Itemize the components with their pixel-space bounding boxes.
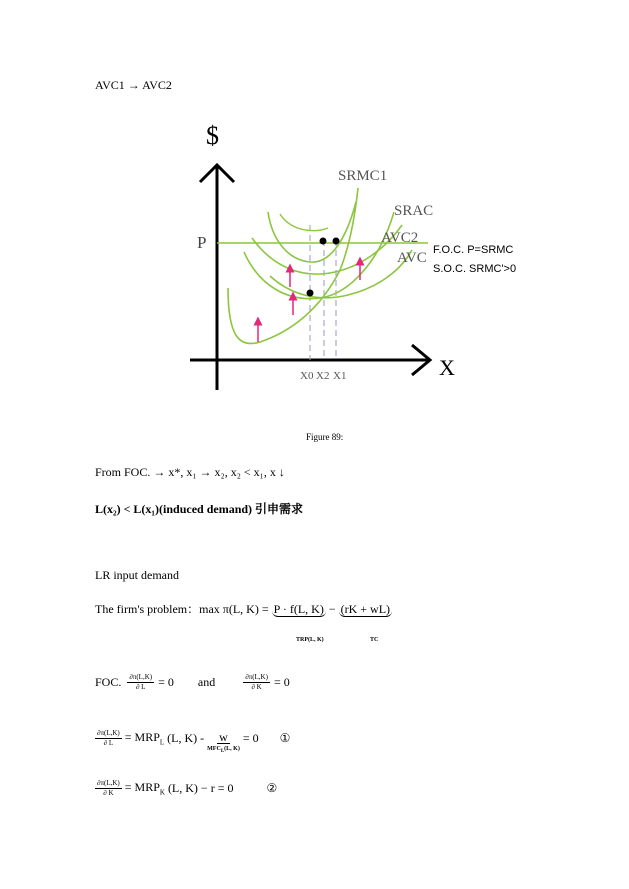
foc-derivation: From FOC. → x*, x₁ → x₂, x₂ < x₁, x ↓ (95, 465, 285, 479)
firm-problem (95, 600, 392, 617)
x-axis-label: X (439, 355, 455, 380)
eq1-args: (L, K) - (167, 731, 205, 746)
label-srmc1: SRMC1 (338, 168, 388, 184)
dpi-dl-fraction: $\frac{\partial\pi(L,K)}{\partial L}$ (129, 673, 153, 691)
equation-labor (95, 727, 291, 755)
avc2-curve (252, 225, 402, 274)
eq1-marker: ① (279, 731, 291, 746)
tick-x0: X0 (300, 370, 314, 382)
eq2-fraction: $\frac{\partial\pi(L,K)}{\partial K}$ (97, 779, 120, 797)
eq1-rest: = 0 (242, 731, 259, 746)
label-avc2: AVC2 (381, 230, 419, 246)
point-x1 (333, 238, 340, 245)
foc-and: and (197, 675, 216, 689)
revenue-term: P · f(L, K) (273, 602, 324, 616)
figure-caption: Figure 89: (306, 432, 344, 442)
revenue-underbrace-label: TRP(L, K) (296, 637, 324, 643)
cost-underbrace-label: TC (370, 637, 379, 643)
dpi-dk-fraction: $\frac{\partial\pi(L,K)}{\partial K}$ (245, 673, 268, 691)
label-avc: AVC (397, 250, 427, 266)
induced-demand-heading: L(x₂) < L(x₁)(induced demand) 引申需求 (95, 502, 304, 516)
price-label: P (197, 233, 207, 252)
foc-eq1: = 0 (158, 675, 174, 689)
avc-shift-text: AVC1 → AVC2 (95, 78, 172, 92)
foc-eq2: = 0 (273, 675, 290, 689)
y-axis-label: $ (206, 121, 219, 150)
label-srac: SRAC (394, 203, 434, 219)
eq1-mrp: = $MRP_L$ (124, 730, 165, 747)
foc-conditions (95, 674, 290, 691)
srmc-lower-curve (228, 188, 358, 344)
tick-x2: X2 (316, 370, 330, 382)
eq2-args: (L, K) − r = 0 (167, 781, 234, 795)
top-curve (280, 214, 328, 231)
firm-problem-prefix: The firm's problem：max π(L, K) = (95, 602, 269, 616)
eq1-fraction: $\frac{\partial\pi(L,K)}{\partial L}$ (97, 729, 120, 748)
foc-note: F.O.C. P=SRMC (433, 244, 514, 256)
minus-sign: − (328, 602, 336, 616)
eq2-mrp: = $MRP_K$ (124, 780, 165, 797)
lr-input-demand-heading: LR input demand (95, 568, 179, 582)
point-x2 (320, 238, 327, 245)
cost-term: (rK + wL) (340, 602, 391, 616)
soc-note: S.O.C. SRMC'>0 (433, 263, 517, 275)
equation-capital (95, 780, 277, 797)
foc-label: FOC. (95, 675, 122, 689)
srmc-upper-curve (268, 202, 356, 262)
tick-x1: X1 (333, 370, 347, 382)
eq2-marker: ② (266, 781, 278, 795)
eq1-wage-term: w $MFC_L(L$, K) (207, 730, 240, 755)
point-x0 (307, 290, 314, 297)
